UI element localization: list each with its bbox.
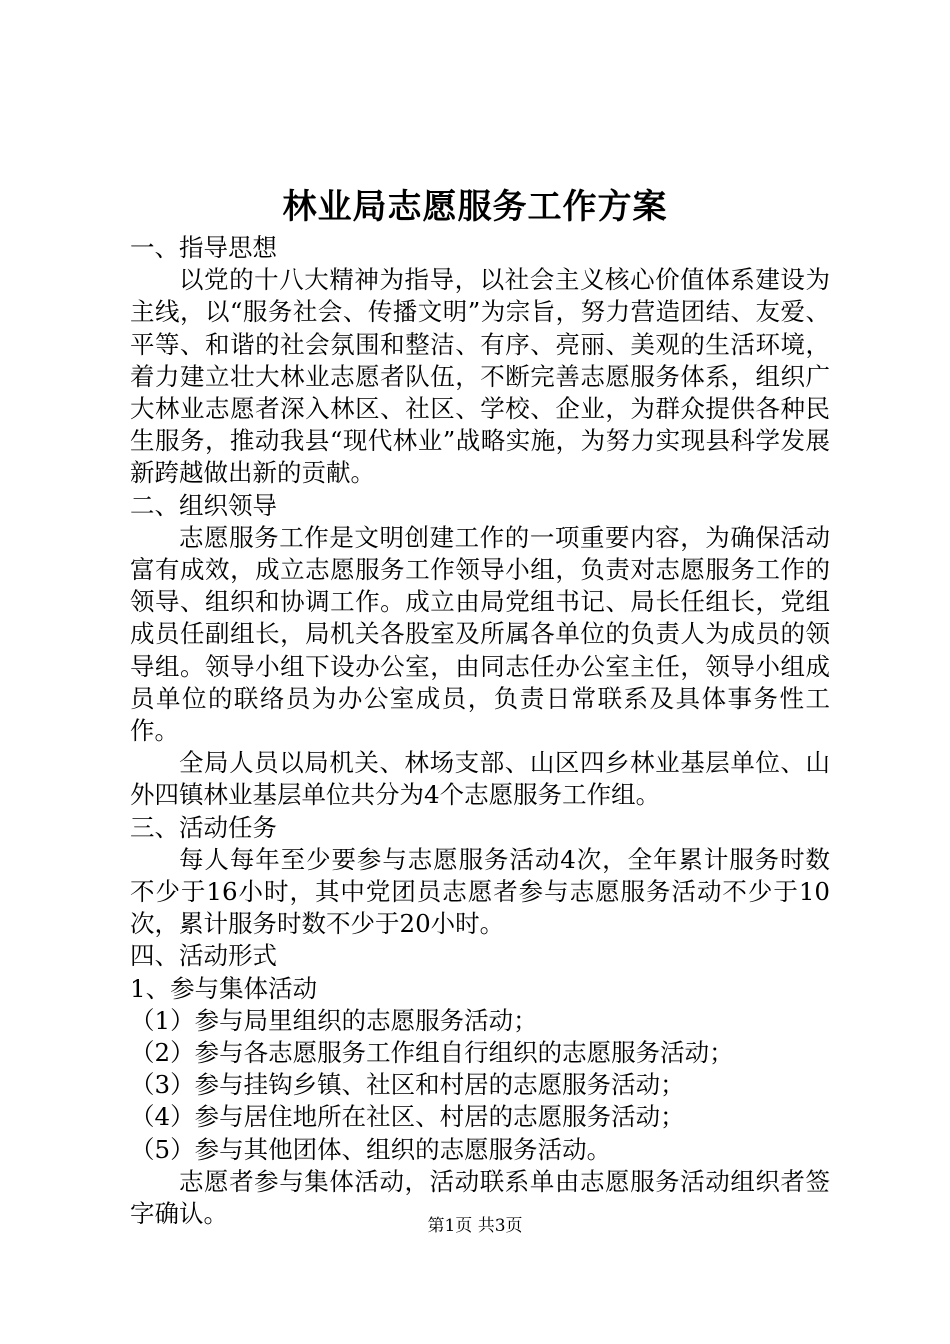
section-heading-guiding-thought: 一、指导思想 (130, 233, 277, 262)
list-item: （2）参与各志愿服务工作组自行组织的志愿服务活动； (130, 1038, 734, 1068)
section-heading-tasks: 三、活动任务 (130, 812, 277, 842)
list-item: （1）参与局里组织的志愿服务活动； (130, 1005, 538, 1035)
section-heading-forms: 四、活动形式 (130, 941, 277, 971)
paragraph-guiding-thought: 以党的十八大精神为指导，以社会主义核心价值体系建设为主线，以“服务社会、传播文明”为宗旨，努力营造团结、友爱、平等、和谐的社会氛围和整洁、有序、亮丽、美观的生活环境，着力建立壮大林业志愿者队伍，不断完善志愿服务体系，组织广大林业志愿者深入林区、社区、学校、企业，为群众提供各种民生服务，推动我县“现代林业”战略实施，为努力实现县科学发展新跨越做出新的贡献。 (130, 265, 830, 488)
document-body (130, 232, 830, 1230)
document-title: 林业局志愿服务工作方案 (282, 187, 668, 227)
paragraph-work-groups: 全局人员以局机关、林场支部、山区四乡林业基层单位、山外四镇林业基层单位共分为4个志愿服务工作组。 (130, 748, 830, 810)
section-heading-organization: 二、组织领导 (130, 490, 277, 520)
page-number-footer: 第1页 共3页 (427, 1216, 523, 1236)
paragraph-organization: 志愿服务工作是文明创建工作的一项重要内容，为确保活动富有成效，成立志愿服务工作领导小组，负责对志愿服务工作的领导、组织和协调工作。成立由局党组书记、局长任组长，党组成员任副组长，局机关各股室及所属各单位的负责人为成员的领导组。领导小组下设办公室，由同志任办公室主任，领导小组成员单位的联络员为办公室成员，负责日常联系及具体事务性工作。 (130, 522, 830, 746)
paragraph-tasks: 每人每年至少要参与志愿服务活动4次，全年累计服务时数不少于16小时，其中党团员志愿者参与志愿服务活动不少于10次，累计服务时数不少于20小时。 (130, 844, 830, 939)
list-item: （4）参与居住地所在社区、村居的志愿服务活动； (130, 1102, 685, 1132)
subsection-heading-collective: 1、参与集体活动 (130, 973, 318, 1003)
list-item: （5）参与其他团体、组织的志愿服务活动。 (130, 1134, 612, 1164)
list-item: （3）参与挂钩乡镇、社区和村居的志愿服务活动； (130, 1070, 685, 1100)
paragraph-confirmation: 志愿者参与集体活动，活动联系单由志愿服务活动组织者签字确认。 (130, 1166, 830, 1229)
